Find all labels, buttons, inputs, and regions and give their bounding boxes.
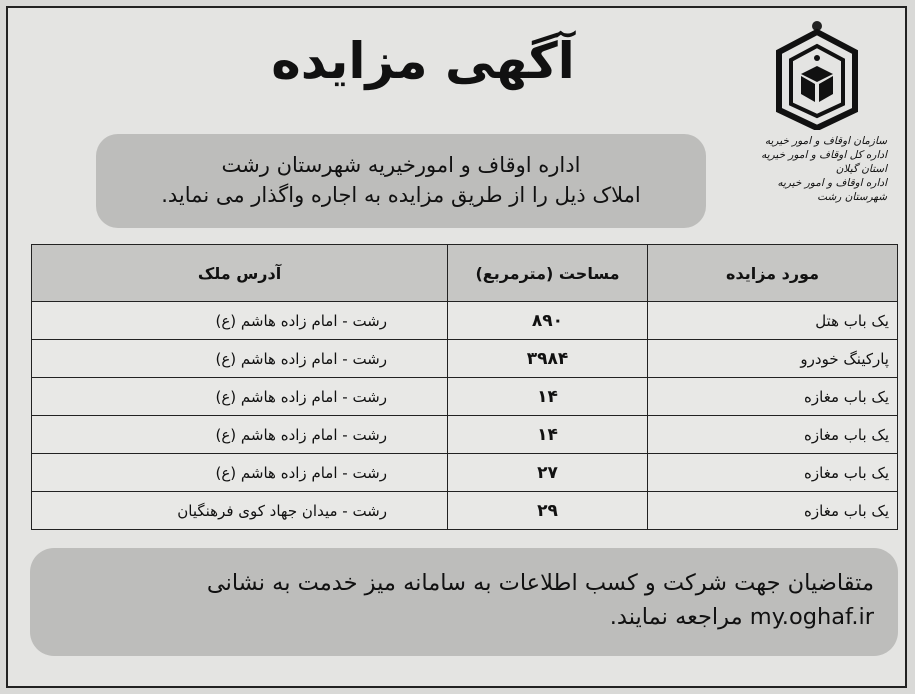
org-logo-block [747,18,887,204]
footer-line-2-text: مراجعه نمایند. [609,604,743,630]
cell-area: ۸۹۰ [448,302,648,340]
org-line-1: سازمان اوقاف و امور خیریه [764,135,887,147]
intro-line-2: املاک ذیل را از طریق مزایده به اجاره واگذار می نماید. [161,183,641,207]
org-line-2: اداره کل اوقاف و امور خیریه استان گیلان [761,149,887,175]
cell-address: رشت - امام زاده هاشم (ع) [32,416,448,454]
footer-line-2 [50,600,874,634]
header-item: مورد مزایده [648,245,898,302]
page-title: آگهی مزایده [271,32,575,90]
intro-box [96,134,706,228]
auction-table-wrap [31,244,897,530]
cell-address: رشت - میدان جهاد کوی فرهنگیان [32,492,448,530]
header-address: آدرس ملک [32,245,448,302]
header-area: مساحت (مترمربع) [448,245,648,302]
org-name-block [747,134,887,204]
intro-line-1: اداره اوقاف و امورخیریه شهرستان رشت [221,153,581,177]
cell-address: رشت - امام زاده هاشم (ع) [32,454,448,492]
cell-item: یک باب مغازه [648,492,898,530]
org-line-3: اداره اوقاف و امور خیریه شهرستان رشت [777,177,887,203]
table-header-row [32,245,898,302]
auction-table [31,244,898,530]
awqaf-emblem-icon [769,18,865,130]
ad-frame [6,6,907,688]
cell-item: یک باب مغازه [648,416,898,454]
table-row [32,340,898,378]
table-row [32,416,898,454]
service-url-link[interactable]: my.oghaf.ir [749,604,874,630]
cell-area: ۱۴ [448,416,648,454]
table-row [32,454,898,492]
cell-item: پارکینگ خودرو [648,340,898,378]
cell-item: یک باب هتل [648,302,898,340]
cell-address: رشت - امام زاده هاشم (ع) [32,302,448,340]
cell-address: رشت - امام زاده هاشم (ع) [32,378,448,416]
table-row [32,492,898,530]
cell-address: رشت - امام زاده هاشم (ع) [32,340,448,378]
cell-item: یک باب مغازه [648,454,898,492]
cell-item: یک باب مغازه [648,378,898,416]
table-row [32,378,898,416]
cell-area: ۱۴ [448,378,648,416]
footer-line-1: متقاضیان جهت شرکت و کسب اطلاعات به سامانه میز خدمت به نشانی [206,570,874,596]
footer-box [30,548,898,656]
cell-area: ۲۹ [448,492,648,530]
cell-area: ۳۹۸۴ [448,340,648,378]
cell-area: ۲۷ [448,454,648,492]
table-row [32,302,898,340]
